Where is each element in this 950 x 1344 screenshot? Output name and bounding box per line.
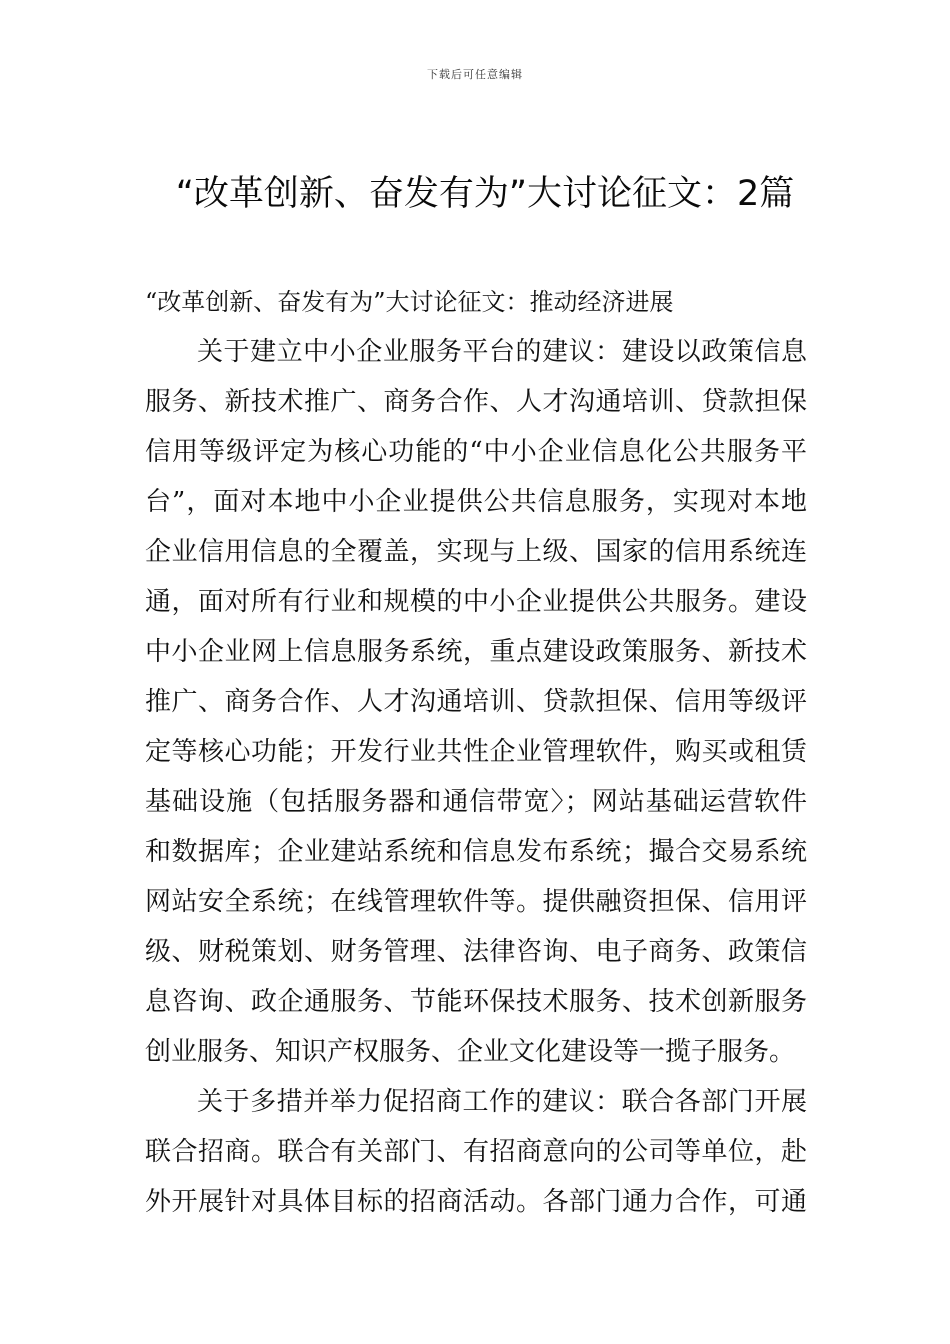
text-line: 创业服务、知识产权服务、企业文化建设等一揽子服务。 (145, 1037, 796, 1067)
article-subtitle: “改革创新、奋发有为”大讨论征文：推动经济进展 (145, 288, 674, 316)
text-line: 关于多措并举力促招商工作的建议：联合各部门开展 (197, 1087, 807, 1117)
text-line: 息咨询、政企通服务、节能环保技术服务、技术创新服务 (145, 987, 807, 1017)
document-body (145, 277, 807, 1227)
paragraph-sme-platform (145, 327, 807, 1077)
text-line: 信用等级评定为核心功能的“中小企业信息化公共服务平 (145, 437, 807, 467)
text-line: 外开展针对具体目标的招商活动。各部门通力合作，可通 (145, 1187, 807, 1217)
text-line: 基础设施（包括服务器和通信带宽〉；网站基础运营软件 (145, 787, 807, 817)
text-line: 关于建立中小企业服务平台的建议：建设以政策信息 (197, 337, 807, 367)
text-line: 级、财税策划、财务管理、法律咨询、电子商务、政策信 (145, 937, 807, 967)
text-line: 网站安全系统；在线管理软件等。提供融资担保、信用评 (145, 887, 807, 917)
text-line: 企业信用信息的全覆盖，实现与上级、国家的信用系统连 (145, 537, 807, 567)
header-note: 下载后可任意编辑 (427, 68, 523, 81)
text-line: 台”，面对本地中小企业提供公共信息服务，实现对本地 (145, 487, 807, 517)
text-line: 推广、商务合作、人才沟通培训、贷款担保、信用等级评 (145, 687, 807, 717)
text-line: 中小企业网上信息服务系统，重点建设政策服务、新技术 (145, 637, 807, 667)
text-line: 通，面对所有行业和规模的中小企业提供公共服务。建设 (145, 587, 807, 617)
document-title: “改革创新、奋发有为”大讨论征文：2篇 (175, 174, 795, 214)
text-line: 服务、新技术推广、商务合作、人才沟通培训、贷款担保 (145, 387, 807, 417)
text-line: 定等核心功能；开发行业共性企业管理软件，购买或租赁 (145, 737, 807, 767)
text-line: 联合招商。联合有关部门、有招商意向的公司等单位，赴 (145, 1137, 807, 1167)
text-line: 和数据库；企业建站系统和信息发布系统；撮合交易系统 (145, 837, 807, 867)
paragraph-investment (145, 1077, 807, 1227)
